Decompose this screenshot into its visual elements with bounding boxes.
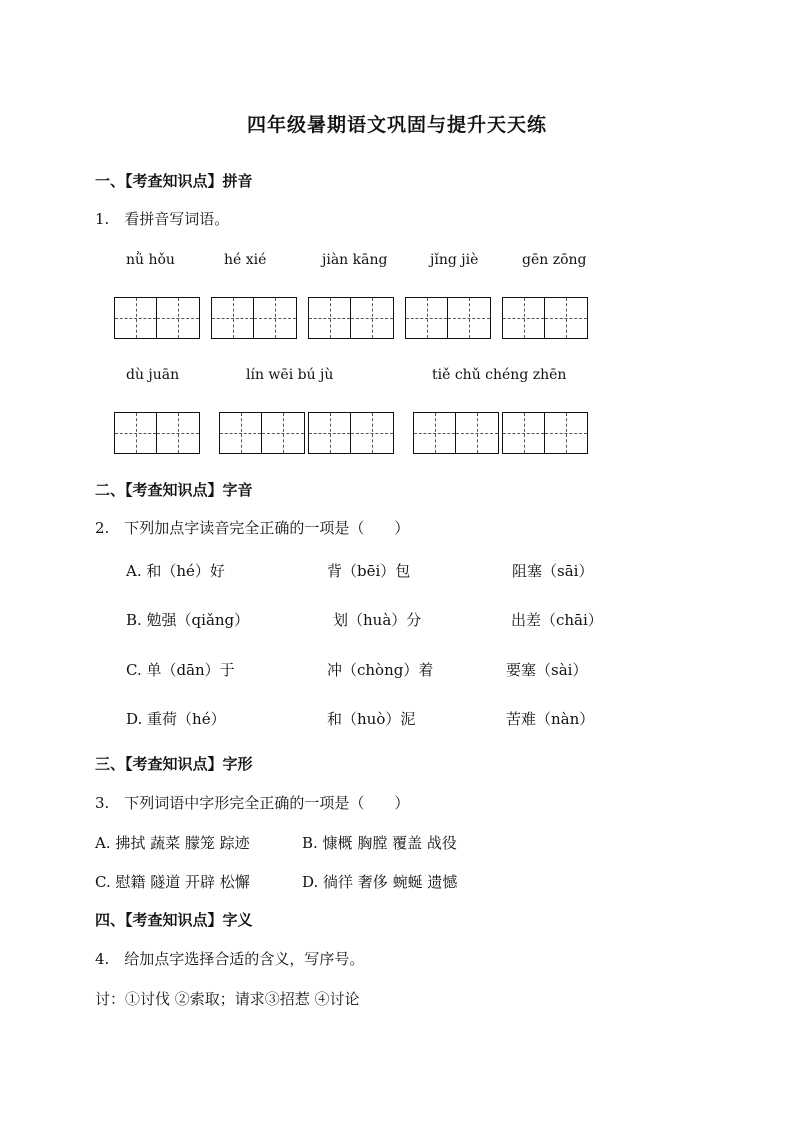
option-d-part: 和（huò）泥 [327,710,416,728]
option-a-part: A. 和（hé）好 [126,562,225,580]
writing-grid[interactable] [114,412,200,454]
option-a: A. 拂拭 蔬菜 朦笼 踪迹 [95,834,250,852]
section-heading-character-form: 三、【考查知识点】字形 [95,755,253,773]
question-3-text: 3. 下列词语中字形完全正确的一项是（ ） [95,794,410,812]
option-d: D. 徜徉 奢侈 蜿蜒 遗憾 [302,873,458,891]
option-d-part: 苦难（nàn） [506,710,595,728]
writing-grid[interactable] [405,297,491,339]
writing-grid[interactable] [413,412,499,454]
option-c-part: C. 单（dān）于 [126,661,235,679]
option-b-part: 划（huà）分 [333,611,422,629]
writing-grid[interactable] [308,297,394,339]
pinyin-label: nǜ hǒu [126,252,175,268]
pinyin-label: jiàn kāng [322,252,388,268]
option-b: B. 慷概 胸膛 覆盖 战役 [302,834,457,852]
pinyin-label: jǐng jiè [430,252,479,268]
question-1-text: 1. 看拼音写词语。 [95,210,230,228]
writing-grid[interactable] [114,297,200,339]
option-d-part: D. 重荷（hé） [126,710,226,728]
question-2-text: 2. 下列加点字读音完全正确的一项是（ ） [95,519,410,537]
pinyin-label: dù juān [126,367,180,383]
section-heading-pinyin: 一、【考查知识点】拼音 [95,172,253,190]
section-heading-pronunciation: 二、【考查知识点】字音 [95,481,253,499]
option-b-part: 出差（chāi） [511,611,603,629]
pinyin-label: hé xié [224,252,267,268]
option-c-part: 要塞（sài） [506,661,588,679]
question-4-text: 4. 给加点字选择合适的含义，写序号。 [95,950,365,968]
writing-grid[interactable] [211,297,297,339]
pinyin-label: gēn zōng [522,252,587,268]
writing-grid[interactable] [308,412,394,454]
option-a-part: 阻塞（sāi） [512,562,594,580]
question-4-definitions: 讨：①讨伐 ②索取；请求③招惹 ④讨论 [95,990,360,1008]
writing-grid[interactable] [219,412,305,454]
page-title: 四年级暑期语文巩固与提升天天练 [246,114,547,136]
pinyin-label: tiě chǔ chéng zhēn [432,367,567,383]
option-c-part: 冲（chòng）着 [327,661,434,679]
option-c: C. 慰籍 隧道 开辟 松懈 [95,873,250,891]
section-heading-meaning: 四、【考查知识点】字义 [95,911,253,929]
writing-grid[interactable] [502,412,588,454]
option-a-part: 背（bēi）包 [327,562,411,580]
pinyin-label: lín wēi bú jù [246,367,334,383]
writing-grid[interactable] [502,297,588,339]
option-b-part: B. 勉强（qiǎng） [126,611,250,629]
